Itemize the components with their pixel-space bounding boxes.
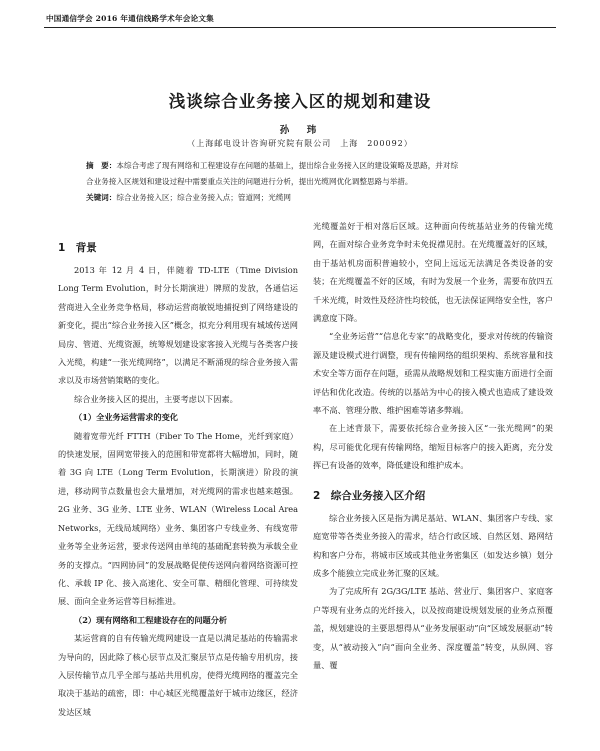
running-header: 中国通信学会 2016 年通信线路学术年会论文集 bbox=[46, 14, 214, 23]
keywords-text: 综合业务接入区；综合业务接入点；管道网；光缆网 bbox=[116, 193, 292, 202]
header-rule bbox=[44, 27, 556, 28]
paragraph: 综合业务接入区的提出，主要考虑以下因素。 bbox=[74, 393, 238, 404]
paper-title: 浅谈综合业务接入区的规划和建设 bbox=[168, 92, 432, 111]
abstract-label: 摘 要： bbox=[86, 161, 117, 170]
section-heading: 1 背景 bbox=[58, 242, 97, 254]
paragraph: 光缆覆盖好于相对落后区域。这种面向传统基站业务的传输光缆网，在面对综合业务竞争时未免捉襟见肘。在光缆覆盖好的区域，由于基站机房面积普遍较小，空间上远远无法满足各类设备的安装；在光缆覆盖不好的区域，有时为发展一个业务，需要布放四五千米光缆，时效性及经济性均较低，也无法保证网络安全性，客户满意度下降。 bbox=[313, 221, 553, 324]
left-column bbox=[58, 235, 298, 721]
subheading: （1）全业务运营需求的变化 bbox=[74, 412, 178, 423]
keywords bbox=[86, 190, 526, 206]
abstract-text-1: 本综合考虑了现有网络和工程建设存在问题的基础上，提出综合业务接入区的建设策略及思路，并对综 bbox=[116, 161, 459, 170]
paragraph: 2013 年 12 月 4 日，伴随着 TD-LTE（Time Division Long Term Evolution，时分长期演进）牌照的发放，各通信运营商进入全业务竞争格局，移动运营商敏锐地捕捉到了网络建设的新变化，提出“综合业务接入区”概念，拟充分利用现有城域传送网局房、管道、光缆资源，统筹规划建设家客接入光缆与各类客户接入光缆，构建“一张光缆网络”，以满足不断涌现的综合业务接入需求以及市场营销策略的变化。 bbox=[58, 265, 298, 386]
subheading: （2）现有网络和工程建设存在的问题分析 bbox=[74, 614, 228, 625]
paragraph: 为了完成所有 2G/3G/LTE 基站、营业厅、集团客户、家庭客户等现有业务点的光纤接入，以及按商建设规划发展的业务点预覆盖，规划建设的主要思想得从“业务发展驱动”向“区域发展驱动”转变，从“被动接入”向“面向全业务、深度覆盖”转变，从纵网、容量、覆 bbox=[313, 586, 553, 670]
abstract-line-1 bbox=[86, 158, 526, 174]
author: 孙 玮 bbox=[279, 125, 321, 136]
keywords-label: 关键词： bbox=[86, 193, 117, 202]
paragraph: 综合业务接入区是指为满足基站、WLAN、集团客户专线、家庭宽带等各类业务接入的需求，结合行政区域、自然区划、路网结构和客户分布，将城市区域或其他业务密集区（如发达乡镇）划分成多个能独立完成业务汇聚的区域。 bbox=[313, 512, 553, 578]
paragraph: “全业务运营”“信息化专家”的战略变化，要求对传统的传输资源及建设模式进行调整，现有传输网络的组织架构、系统容量和技术安全等方面存在问题，亟需从战略规划和工程实施方面进行全面评估和优化改造。传统的以基站为中心的接入模式也造成了建设效率不高、管理分散、维护困难等诸多弊端。 bbox=[313, 331, 553, 416]
abstract-line-2: 合业务接入区规划和建设过程中需要重点关注的问题进行分析，提出光缆网优化调整思路与举措。 bbox=[86, 177, 413, 186]
affiliation: （上海邮电设计咨询研究院有限公司 上海 200092） bbox=[187, 139, 413, 148]
abstract bbox=[86, 158, 526, 206]
section-heading: 2 综合业务接入区介绍 bbox=[313, 489, 426, 502]
right-column bbox=[313, 217, 553, 674]
paragraph: 在上述背景下，需要依托综合业务接入区“一张光缆网”的架构，尽可能优化现有传输网络，缩短目标客户的接入距离，充分发挥已有设备的效率，降低建设和维护成本。 bbox=[313, 423, 553, 471]
paragraph: 随着宽带光纤 FTTH（Fiber To The Home，光纤到家庭）的快速发展，固网宽带接入的范围和带宽都将大幅增加，同时，随着 3G 向 LTE（Long Term Evolution，长期演进）阶段的演进，移动网节点数量也会大量增加，对光缆网的需求也越来越强。2G 业务、3G 业务、LTE 业务、WLAN（Wireless Local Area Networks，无线局域网络）业务、集团客户专线业务、有线宽带业务等全业务运营，要求传送网由单纯的基础配套转换为承载全业务的支撑点。“四网协同”的发展战略促使传送网向着网络资源可控化、承载 IP 化、接入高速化、安全可靠、精细化管理、可持续发展、面向全业务运营等目标推进。 bbox=[58, 430, 298, 607]
paragraph: 某运营商的自有传输光缆网建设一直是以满足基站的传输需求为导向的，因此除了核心层节点及汇聚层节点是传输专用机房，接入层传输节点几乎全部与基站共用机房，使得光缆网络的覆盖完全取决于基站的疏密，即：中心城区光缆覆盖好于城市边缘区，经济发达区域 bbox=[58, 633, 298, 717]
